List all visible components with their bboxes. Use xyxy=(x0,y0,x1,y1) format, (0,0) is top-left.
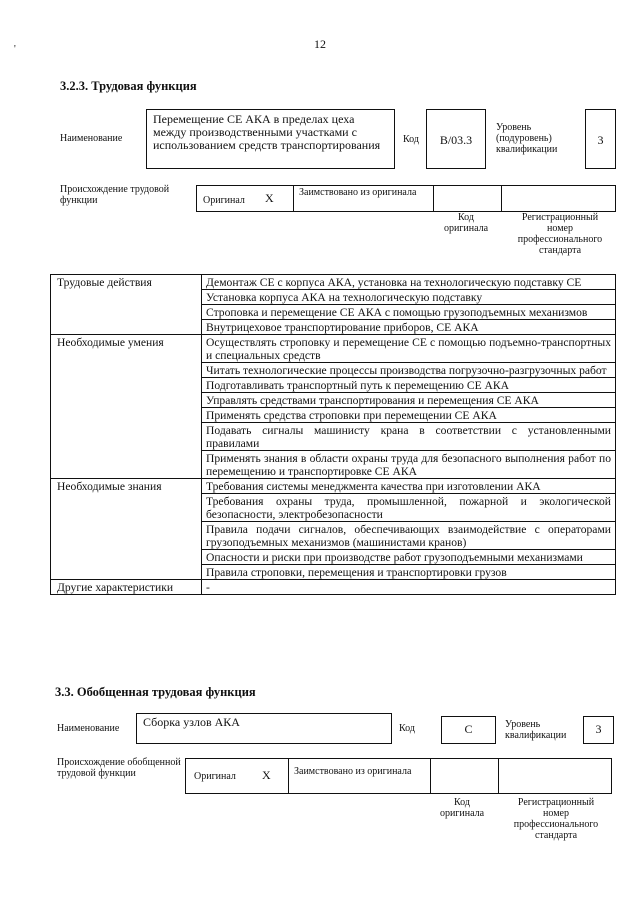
code-box-33 xyxy=(441,716,496,744)
page-number: 12 xyxy=(314,37,326,51)
skill-item: Применять средства строповки при перемещении СЕ АКА xyxy=(202,408,616,423)
skill-item: Читать технологические процессы производства погрузочно-разгрузочных работ xyxy=(202,363,616,378)
name-label-33: Наименование xyxy=(57,723,120,734)
origin-box-322 xyxy=(196,185,616,212)
reg-number-label-322: Регистрационный номер профессионального стандарта xyxy=(517,212,603,256)
section-322-heading: 3.2.3. Трудовая функция xyxy=(60,79,197,93)
level-box-33 xyxy=(583,716,614,744)
labor-action-item: Установка корпуса АКА на технологическую подставку xyxy=(202,290,616,305)
function-table xyxy=(50,274,616,595)
level-label-322: Уровень (подуровень) квалификации xyxy=(496,122,558,155)
code-box-322 xyxy=(426,109,486,169)
knowledge-label: Необходимые знания xyxy=(51,479,202,580)
level-value-33: 3 xyxy=(595,722,602,736)
origin-code-label-33: Код оригинала xyxy=(439,797,485,819)
reg-number-label-33: Регистрационный номер профессионального стандарта xyxy=(513,797,599,841)
skills-label: Необходимые умения xyxy=(51,335,202,479)
side-mark: ' xyxy=(14,44,16,55)
other-label: Другие характеристики xyxy=(51,580,202,595)
borrowed-label-322: Заимствовано из оригинала xyxy=(299,187,417,198)
level-label-33: Уровень квалификации xyxy=(505,719,567,741)
code-value-33: С xyxy=(464,722,473,736)
original-label-33: Оригинал xyxy=(194,771,236,782)
code-label-322: Код xyxy=(403,134,419,145)
origin-code-label-322: Код оригинала xyxy=(443,212,489,234)
level-value-322: 3 xyxy=(597,133,604,147)
skill-item: Подавать сигналы машинисту крана в соответствии с установленными правилами xyxy=(202,423,616,451)
origin-label-322: Происхождение трудовой функции xyxy=(60,184,170,206)
labor-action-item: Строповка и перемещение СЕ АКА с помощью грузоподъемных механизмов xyxy=(202,305,616,320)
borrowed-label-33: Заимствовано из оригинала xyxy=(294,766,412,777)
table-row xyxy=(51,479,616,494)
skill-item: Подготавливать транспортный путь к перемещению СЕ АКА xyxy=(202,378,616,393)
table-row xyxy=(51,580,616,595)
section-33-heading: 3.3. Обобщенная трудовая функция xyxy=(55,685,256,699)
level-box-322 xyxy=(585,109,616,169)
labor-action-item: Демонтаж СЕ с корпуса АКА, установка на технологическую подставку СЕ xyxy=(202,275,616,290)
table-row xyxy=(51,275,616,290)
skill-item: Управлять средствами транспортирования и перемещения СЕ АКА xyxy=(202,393,616,408)
origin-label-33: Происхождение обобщенной трудовой функции xyxy=(57,757,181,779)
labor-action-item: Внутрицеховое транспортирование приборов, СЕ АКА xyxy=(202,320,616,335)
skill-item: Применять знания в области охраны труда для безопасного выполнения работ по перемещению и транспортировке СЕ АКА xyxy=(202,451,616,479)
original-mark-33: X xyxy=(262,768,271,782)
skill-item: Осуществлять строповку и перемещение СЕ с помощью подъемно-транспортных и специальных средств xyxy=(202,335,616,363)
original-mark-322: X xyxy=(265,191,274,205)
knowledge-item: Требования охраны труда, промышленной, пожарной и экологической безопасности, электробезопасности xyxy=(202,494,616,522)
code-value-322: В/03.3 xyxy=(439,133,473,147)
function-name-box-33 xyxy=(136,713,392,744)
knowledge-item: Правила подачи сигналов, обеспечивающих взаимодействие с операторами грузоподъемных механизмов (машинистами кранов) xyxy=(202,522,616,550)
name-label-322: Наименование xyxy=(60,133,123,144)
function-name-33: Сборка узлов АКА xyxy=(143,715,240,729)
labor-actions-label: Трудовые действия xyxy=(51,275,202,335)
function-name-box-322 xyxy=(146,109,395,169)
original-label-322: Оригинал xyxy=(203,195,245,206)
origin-box-33 xyxy=(185,758,612,794)
table-row xyxy=(51,335,616,363)
other-value: - xyxy=(202,580,616,595)
function-name-322: Перемещение СЕ АКА в пределах цеха между производственными участками с использованием средств транспортирования xyxy=(153,112,381,152)
knowledge-item: Правила строповки, перемещения и транспортировки грузов xyxy=(202,565,616,580)
knowledge-item: Опасности и риски при производстве работ грузоподъемными механизмами xyxy=(202,550,616,565)
code-label-33: Код xyxy=(399,723,415,734)
knowledge-item: Требования системы менеджмента качества при изготовлении АКА xyxy=(202,479,616,494)
